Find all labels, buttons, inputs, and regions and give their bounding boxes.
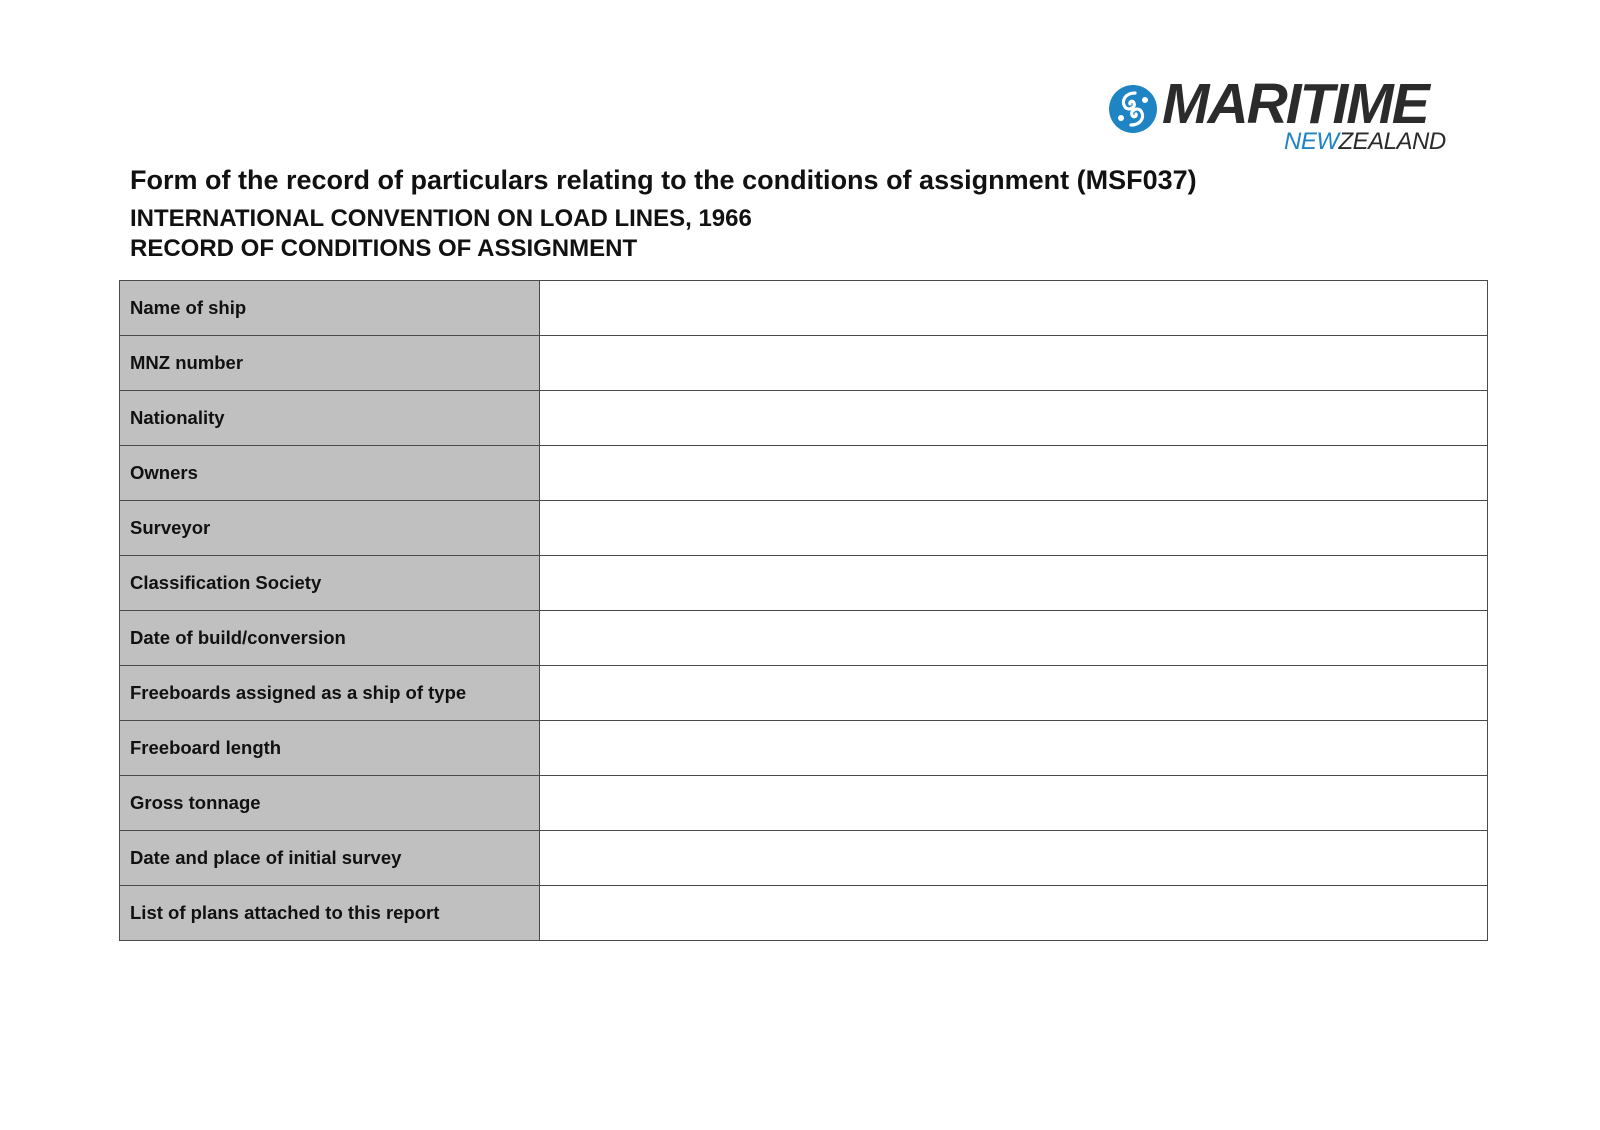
field-nationality[interactable] (540, 391, 1488, 446)
field-freeboard-length[interactable] (540, 721, 1488, 776)
field-classification-society[interactable] (540, 556, 1488, 611)
field-date-of-build[interactable] (540, 611, 1488, 666)
field-gross-tonnage[interactable] (540, 776, 1488, 831)
field-surveyor[interactable] (540, 501, 1488, 556)
row-label-gross-tonnage: Gross tonnage (120, 776, 540, 831)
table-row (120, 446, 1488, 501)
record-heading: RECORD OF CONDITIONS OF ASSIGNMENT (130, 235, 638, 262)
field-owners[interactable] (540, 446, 1488, 501)
record-table (119, 280, 1488, 941)
table-row (120, 556, 1488, 611)
convention-heading: INTERNATIONAL CONVENTION ON LOAD LINES, 1966 (130, 205, 752, 232)
koru-emblem-icon (1108, 84, 1158, 134)
table-row (120, 281, 1488, 336)
table-row (120, 391, 1488, 446)
logo-sub-zealand: ZEALAND (1338, 128, 1446, 155)
row-label-initial-survey: Date and place of initial survey (120, 831, 540, 886)
field-mnz-number[interactable] (540, 336, 1488, 391)
row-label-mnz-number: MNZ number (120, 336, 540, 391)
row-label-name-of-ship: Name of ship (120, 281, 540, 336)
table-row (120, 336, 1488, 391)
row-label-owners: Owners (120, 446, 540, 501)
field-initial-survey[interactable] (540, 831, 1488, 886)
table-row (120, 721, 1488, 776)
logo-wordmark: MARITIME (1162, 72, 1428, 136)
table-row (120, 501, 1488, 556)
logo-sub-new: NEW (1284, 128, 1339, 155)
table-row (120, 611, 1488, 666)
table-row (120, 776, 1488, 831)
table-row (120, 886, 1488, 941)
row-label-date-of-build: Date of build/conversion (120, 611, 540, 666)
field-freeboards-assigned[interactable] (540, 666, 1488, 721)
table-row (120, 831, 1488, 886)
logo-subtitle (1284, 130, 1446, 154)
row-label-list-of-plans: List of plans attached to this report (120, 886, 540, 941)
row-label-freeboard-length: Freeboard length (120, 721, 540, 776)
row-label-surveyor: Surveyor (120, 501, 540, 556)
field-name-of-ship[interactable] (540, 281, 1488, 336)
table-row (120, 666, 1488, 721)
row-label-nationality: Nationality (120, 391, 540, 446)
maritime-nz-logo (1108, 72, 1478, 158)
row-label-classification-society: Classification Society (120, 556, 540, 611)
row-label-freeboards-assigned: Freeboards assigned as a ship of type (120, 666, 540, 721)
form-title: Form of the record of particulars relating to the conditions of assignment (MSF037) (130, 165, 1197, 195)
field-list-of-plans[interactable] (540, 886, 1488, 941)
